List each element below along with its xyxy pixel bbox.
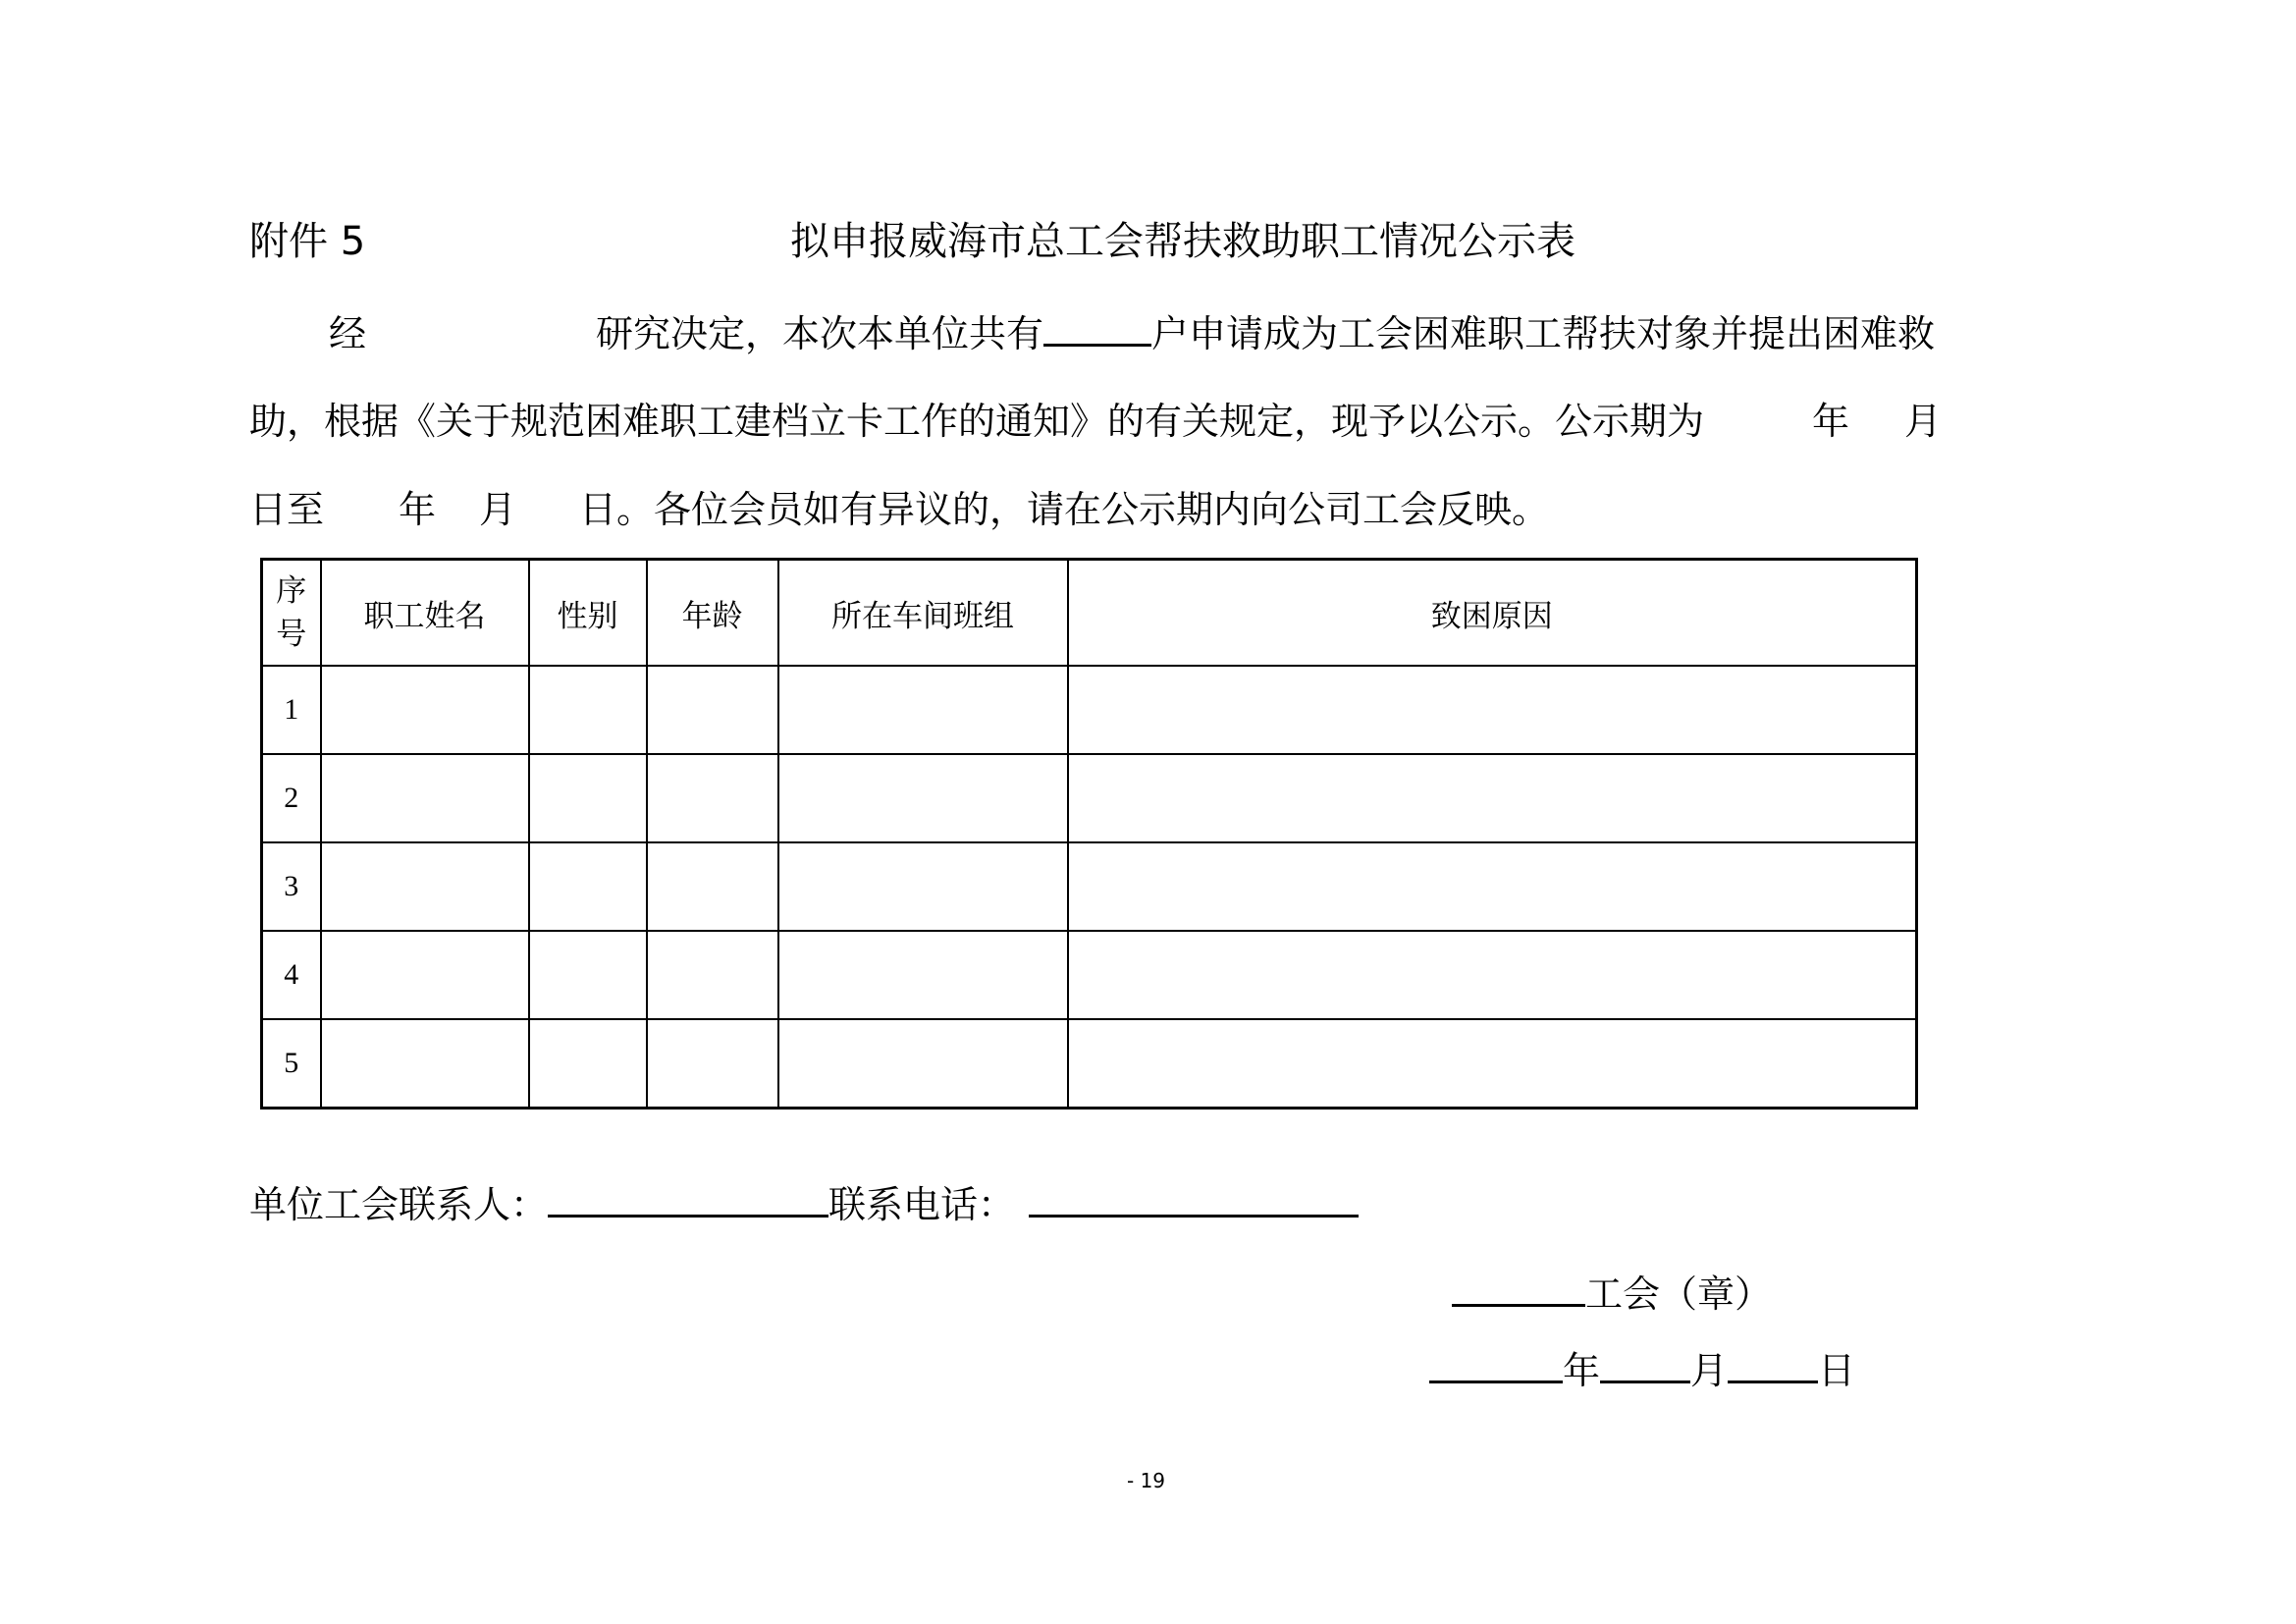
cell-name[interactable]	[321, 842, 529, 931]
intro-decision: 研究决定，本次本单位共有	[596, 312, 1044, 355]
start-day-label: 日至	[249, 488, 325, 531]
header-age: 年龄	[647, 560, 778, 667]
date-line	[1429, 1341, 1855, 1398]
row-number: 3	[262, 842, 321, 931]
union-name-blank[interactable]	[1452, 1265, 1585, 1307]
cell-age[interactable]	[647, 666, 778, 754]
intro-regulation: 助，根据《关于规范困难职工建档立卡工作的通知》的有关规定，现予以公示。公示期为	[249, 400, 1705, 443]
cell-age[interactable]	[647, 754, 778, 842]
cell-reason[interactable]	[1068, 931, 1917, 1019]
cell-reason[interactable]	[1068, 754, 1917, 842]
end-month-label: 月	[479, 488, 517, 531]
cell-workshop[interactable]	[778, 931, 1068, 1019]
start-month-label: 月	[1904, 400, 1943, 443]
start-year-label: 年	[1812, 400, 1850, 443]
cell-gender[interactable]	[529, 842, 647, 931]
header-seq: 序 号	[262, 560, 321, 667]
cell-workshop[interactable]	[778, 842, 1068, 931]
cell-gender[interactable]	[529, 1019, 647, 1109]
cell-age[interactable]	[647, 842, 778, 931]
table-row	[262, 754, 1917, 842]
intro-line-2	[249, 394, 1942, 449]
contact-person-blank[interactable]	[548, 1175, 828, 1218]
header-gender: 性别	[529, 560, 647, 667]
table-row	[262, 842, 1917, 931]
cell-age[interactable]	[647, 1019, 778, 1109]
intro-line-3	[249, 482, 1549, 537]
header-workshop: 所在车间班组	[778, 560, 1068, 667]
intro-application: 户申请成为工会困难职工帮扶对象并提出困难救	[1151, 312, 1936, 355]
table-row	[262, 666, 1917, 754]
row-number: 2	[262, 754, 321, 842]
date-year-label: 年	[1563, 1349, 1601, 1392]
table-row	[262, 931, 1917, 1019]
header-reason: 致困原因	[1068, 560, 1917, 667]
table-row	[262, 1019, 1917, 1109]
attachment-label: 附件 5	[249, 219, 366, 264]
cell-workshop[interactable]	[778, 1019, 1068, 1109]
cell-name[interactable]	[321, 666, 529, 754]
cell-age[interactable]	[647, 931, 778, 1019]
date-month-blank[interactable]	[1600, 1341, 1690, 1383]
cell-name[interactable]	[321, 931, 529, 1019]
header-name: 职工姓名	[321, 560, 529, 667]
publicity-table	[260, 558, 1918, 1110]
household-count-blank	[1043, 304, 1151, 347]
row-number: 5	[262, 1019, 321, 1109]
intro-objection: 日。各位会员如有异议的，请在公示期内向公司工会反映。	[579, 488, 1550, 531]
table-header-row	[262, 560, 1917, 667]
page-title: 拟申报威海市总工会帮扶救助职工情况公示表	[790, 219, 1575, 264]
cell-workshop[interactable]	[778, 754, 1068, 842]
date-day-label: 日	[1818, 1349, 1856, 1392]
row-number: 4	[262, 931, 321, 1019]
date-day-blank[interactable]	[1728, 1341, 1818, 1383]
union-seal-label: 工会（章）	[1585, 1272, 1773, 1316]
cell-gender[interactable]	[529, 754, 647, 842]
cell-gender[interactable]	[529, 666, 647, 754]
contact-phone-blank[interactable]	[1029, 1175, 1359, 1218]
phone-label: 联系电话：	[828, 1183, 1016, 1226]
contact-label: 单位工会联系人：	[249, 1183, 549, 1226]
date-month-label: 月	[1690, 1349, 1729, 1392]
cell-workshop[interactable]	[778, 666, 1068, 754]
intro-line-1	[329, 304, 1935, 361]
intro-prefix: 经	[329, 312, 367, 355]
cell-reason[interactable]	[1068, 666, 1917, 754]
row-number: 1	[262, 666, 321, 754]
date-year-blank[interactable]	[1429, 1341, 1563, 1383]
cell-reason[interactable]	[1068, 1019, 1917, 1109]
page-number: - 19	[1127, 1469, 1166, 1492]
contact-line	[249, 1175, 1359, 1232]
cell-name[interactable]	[321, 754, 529, 842]
end-year-label: 年	[399, 488, 437, 531]
cell-reason[interactable]	[1068, 842, 1917, 931]
seal-line	[1452, 1265, 1772, 1322]
cell-gender[interactable]	[529, 931, 647, 1019]
cell-name[interactable]	[321, 1019, 529, 1109]
